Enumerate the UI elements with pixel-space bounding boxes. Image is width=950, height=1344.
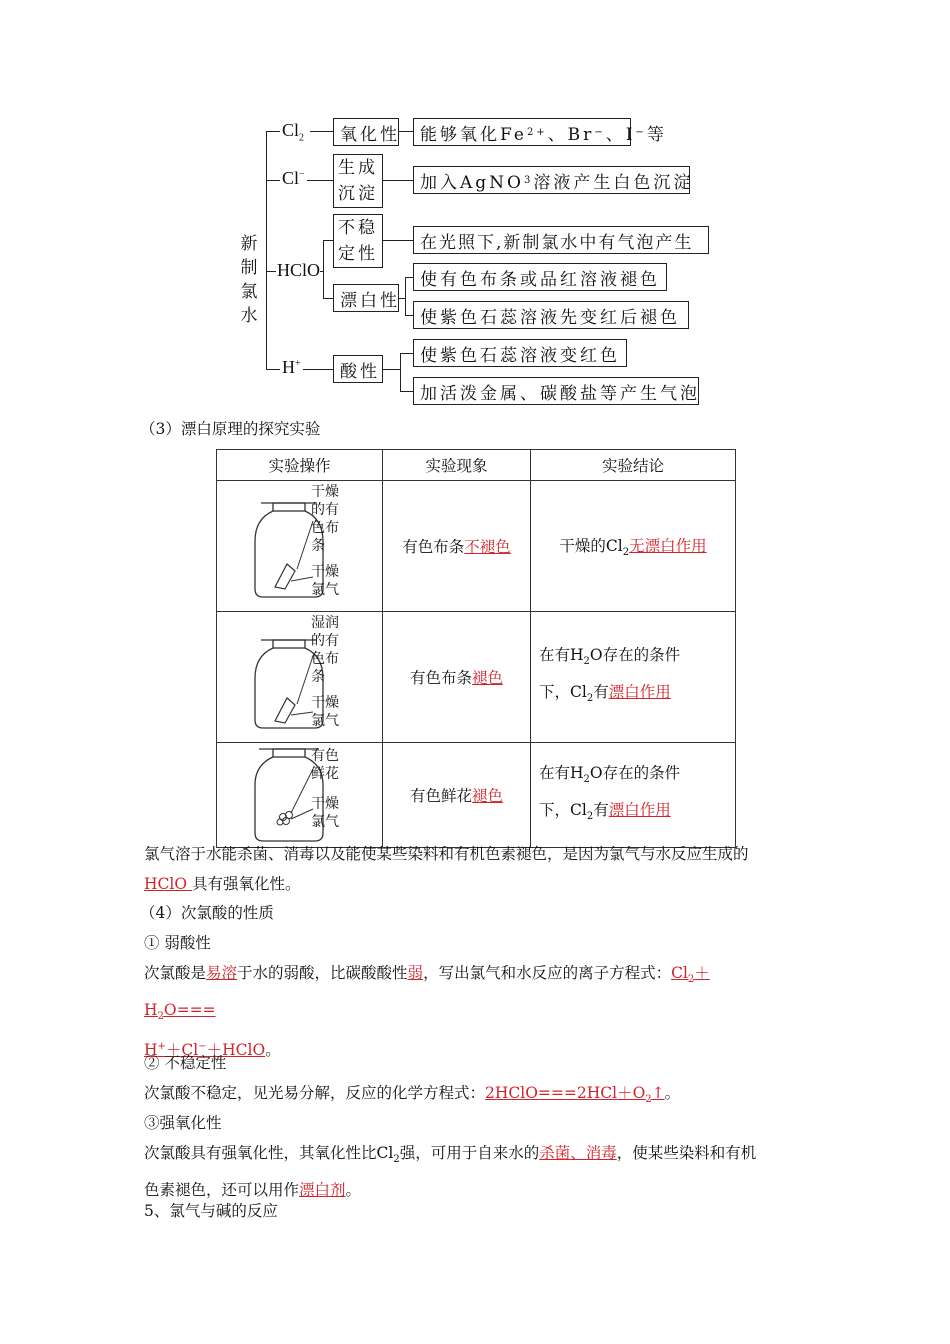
phenomenon-cell: 有色布条不褪色 — [383, 481, 531, 612]
subsection-unstable: ② 不稳定性 — [144, 1054, 227, 1072]
branch-cl-minus — [266, 180, 280, 181]
branch-h-plus — [266, 369, 280, 370]
apparatus-label-bottom: 干燥 氯气 — [311, 695, 339, 729]
subsection-strong-oxidizing: ③强氧化性 — [144, 1114, 222, 1132]
node-h-plus: H+ — [282, 357, 301, 377]
diagram-root-label: 新 制 氯 水 — [240, 234, 258, 326]
paragraph-strong-oxidizing: 次氯酸具有强氧化性，其氧化性比$Cl_2$强，可用于自来水的杀菌、消毒，使某些染料和有机 色素褪色，还可以用作漂白剂。 — [144, 1144, 757, 1200]
apparatus-label-bottom: 干燥 氯气 — [311, 796, 339, 830]
prop-unstable: 不稳 定性 — [333, 214, 383, 268]
conclusion-cell: 在有$H_2O$存在的条件 下，$Cl_2$有漂白作用 — [531, 612, 736, 743]
apparatus-label-top: 湿润 的有 色布 条 — [311, 615, 339, 685]
apparatus-label-bottom: 干燥 氯气 — [311, 564, 339, 598]
conclusion-cell: 干燥的$Cl_2$无漂白作用 — [531, 481, 736, 612]
answer-blank: $2HClO===2HCl+O_2↑$ — [485, 1084, 665, 1106]
effect-hclo-unstable: 在光照下,新制氯水中有气泡产生 — [413, 226, 709, 254]
effect-hclo-bleach-a: 使有色布条或品红溶液褪色 — [413, 263, 667, 291]
phenomenon-cell: 有色布条褪色 — [383, 612, 531, 743]
apparatus-cell — [217, 481, 383, 612]
answer-blank: 漂白剂 — [299, 1181, 346, 1200]
answer-blank: 漂白作用 — [608, 801, 671, 819]
section5-title: 5、氯气与碱的反应 — [144, 1202, 278, 1220]
table-header: 实验结论 — [531, 450, 736, 481]
subsection-weak-acid: ① 弱酸性 — [144, 934, 211, 952]
apparatus-label-top: 有色 鲜花 — [311, 748, 339, 782]
node-hclo: HClO — [277, 260, 321, 280]
experiment-table — [216, 449, 736, 848]
node-cl2: $Cl_2$ — [282, 120, 305, 144]
section4-title: （4）次氯酸的性质 — [140, 904, 274, 922]
table-header-row — [217, 450, 736, 481]
apparatus-cell — [217, 612, 383, 743]
effect-cl-minus: 加入AgNO 3 溶液产生白色沉淀 — [413, 166, 690, 194]
apparatus-label-top: 干燥 的有 色布 条 — [311, 484, 339, 554]
answer-blank: 弱 — [407, 964, 424, 982]
table-row — [217, 743, 736, 848]
branch-hclo — [266, 271, 276, 272]
prop-acidic: 酸性 — [333, 355, 383, 383]
paragraph-unstable: 次氯酸不稳定，见光易分解，反应的化学方程式：$2HClO===2HCl+O_2↑$。 — [144, 1084, 681, 1106]
answer-blank: 易溶 — [206, 964, 238, 982]
answer-blank: 漂白作用 — [608, 683, 671, 701]
effect-h-plus-b: 加活泼金属、碳酸盐等产生气泡 — [413, 377, 699, 405]
node-cl-minus: Cl− — [282, 168, 305, 188]
table-header: 实验现象 — [383, 450, 531, 481]
conclusion-cell: 在有$H_2O$存在的条件 下，$Cl_2$有漂白作用 — [531, 743, 736, 848]
prop-precipitate: 生成 沉淀 — [333, 154, 383, 208]
answer-blank: 不褪色 — [464, 538, 511, 556]
answer-blank: HClO — [144, 875, 192, 893]
paragraph-hclo-oxidizing: 氯气溶于水能杀菌、消毒以及能使某些染料和有机色素褪色，是因为氯气与水反应生成的 HClO 具有强氧化性。 — [144, 845, 749, 893]
answer-blank: 褪色 — [472, 787, 504, 805]
main-bracket — [266, 131, 267, 369]
table-header: 实验操作 — [217, 450, 383, 481]
answer-blank: 褪色 — [472, 669, 504, 687]
table-row — [217, 481, 736, 612]
answer-blank: $H_2O===$ — [144, 1001, 216, 1023]
effect-hclo-bleach-b: 使紫色石蕊溶液先变红后褪色 — [413, 301, 689, 329]
prop-bleaching: 漂白性 — [333, 284, 399, 312]
phenomenon-cell: 有色鲜花褪色 — [383, 743, 531, 848]
answer-blank: 杀菌、消毒 — [539, 1144, 617, 1162]
answer-blank: $Cl_2+$ — [671, 964, 710, 986]
apparatus-cell — [217, 743, 383, 848]
effect-h-plus-a: 使紫色石蕊溶液变红色 — [413, 339, 627, 367]
answer-blank: 无漂白作用 — [629, 536, 707, 555]
section3-title: （3）漂白原理的探究实验 — [140, 420, 321, 438]
prop-oxidizing: 氧化性 — [333, 118, 399, 146]
answer-blank: H+＋Cl−＋HClO — [144, 1041, 266, 1060]
paragraph-weak-acid: 次氯酸是易溶于水的弱酸，比碳酸酸性弱，写出氯气和水反应的离子方程式：$Cl_2+$ $H_2O===$ H+＋Cl−＋HClO。 — [144, 964, 710, 1060]
branch-cl2 — [266, 131, 280, 132]
table-row — [217, 612, 736, 743]
effect-cl2: 能够氧化Fe 2+ 、Br − 、I − 等 — [413, 118, 631, 146]
